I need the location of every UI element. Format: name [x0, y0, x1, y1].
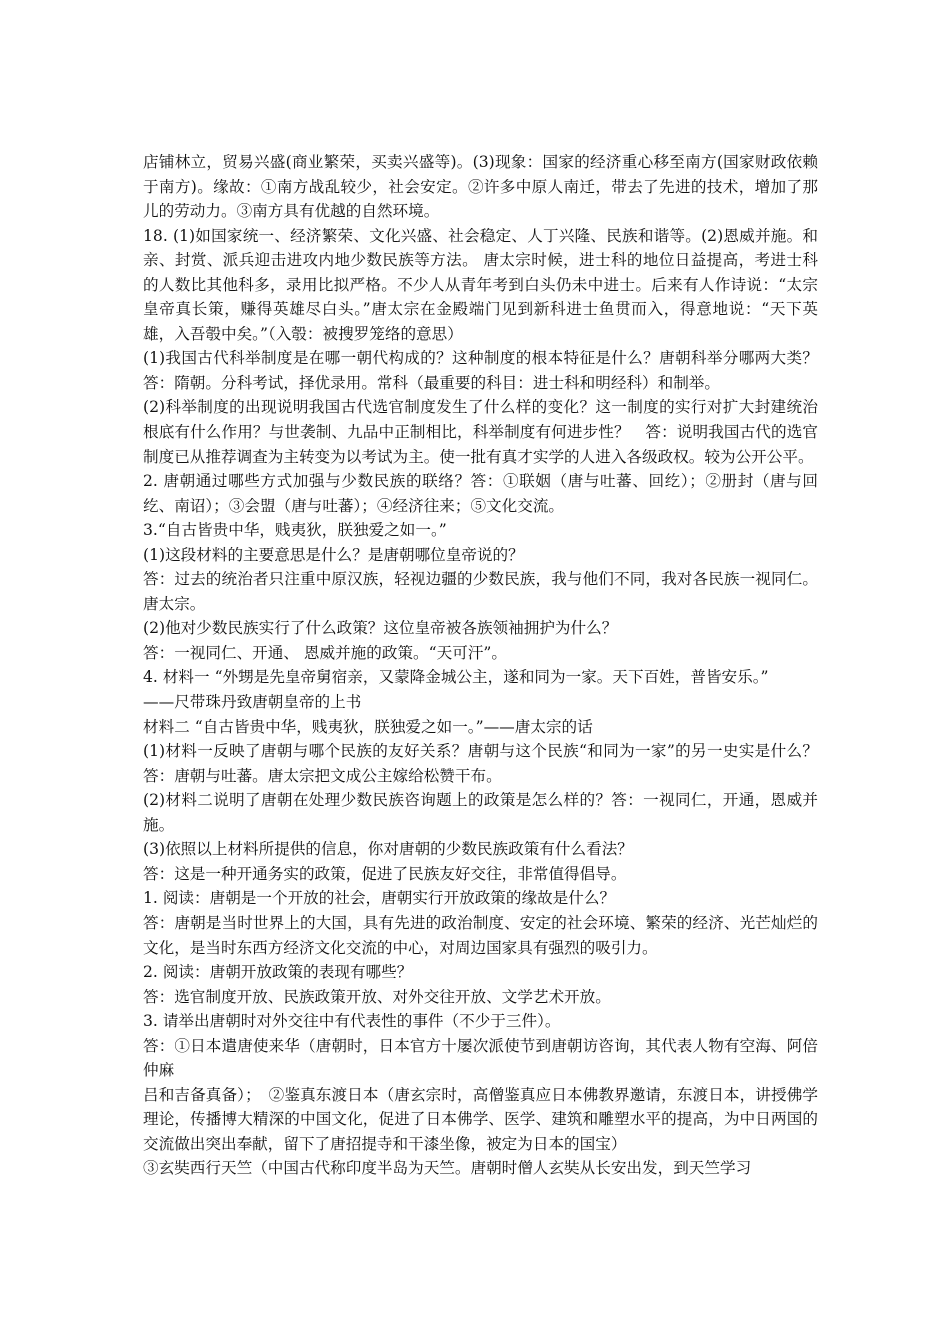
paragraph-24: 吕和吉备真备）； ②鉴真东渡日本（唐玄宗时，高僧鉴真应日本佛教界邀请，东渡日本，讲授佛学理论，传播博大精深的中国文化，促进了日本佛学、医学、建筑和雕塑水平的提高，为中日两国的交流做出突出奉献，留下了唐招提寺和干漆坐像，被定为日本的国宝） [143, 1085, 818, 1153]
paragraph-11: 4. 材料一 “外甥是先皇帝舅宿亲，又蒙降金城公主，遂和同为一家。天下百姓，普皆安乐。” [143, 668, 769, 687]
paragraph-3: (1)我国古代科举制度是在哪一朝代构成的？这种制度的根本特征是什么？唐朝科举分哪两大类？ 答：隋朝。分科考试，择优录用。常科（最重要的科目：进士科和明经科）和制举。 [143, 349, 834, 392]
paragraph-25: ③玄奘西行天竺（中国古代称印度半岛为天竺。唐朝时僧人玄奘从长安出发，到天竺学习 [143, 1159, 752, 1178]
paragraph-12: ——尺带珠丹致唐朝皇帝的上书 [143, 693, 362, 712]
paragraph-22: 3. 请举出唐朝时对外交往中有代表性的事件（不少于三件）。 [143, 1012, 561, 1031]
paragraph-14: (1)材料一反映了唐朝与哪个民族的友好关系？唐朝与这个民族“和同为一家”的另一史实是什么？ 答：唐朝与吐蕃。唐太宗把文成公主嫁给松赞干布。 [143, 742, 834, 785]
paragraph-8: 答：过去的统治者只注重中原汉族，轻视边疆的少数民族，我与他们不同，我对各民族一视同仁。唐太宗。 [143, 570, 818, 613]
paragraph-2: 18. (1)如国家统一、经济繁荣、文化兴盛、社会稳定、人丁兴隆、民族和谐等。(2)恩威并施。和亲、封赏、派兵迎击进攻内地少数民族等方法。 唐太宗时候，进士科的地位日益提高，考进士科的人数比其他科多，录用比拟严格。不少人从青年考到白头仍未中进士。后来有人作诗说：“太宗皇帝真长策，赚得英雄尽白头。”唐太宗在金殿端门见到新科进士鱼贯而入，得意地说：“天下英雄，入吾彀中矣。”（入彀：被搜罗笼络的意思） [143, 226, 818, 343]
paragraph-1: 店铺林立，贸易兴盛(商业繁荣，买卖兴盛等)。(3)现象：国家的经济重心移至南方(国家财政依赖于南方)。缘故：①南方战乱较少，社会安定。②许多中原人南迁，带去了先进的技术，增加了那儿的劳动力。③南方具有优越的自然环境。 [143, 153, 818, 221]
paragraph-13: 材料二 “自古皆贵中华，贱夷狄，朕独爱之如一。”——唐太宗的话 [143, 717, 593, 736]
paragraph-7: (1)这段材料的主要意思是什么？是唐朝哪位皇帝说的？ [143, 545, 524, 564]
paragraph-16: (3)依照以上材料所提供的信息，你对唐朝的少数民族政策有什么看法？ [143, 840, 633, 859]
paragraph-10: 答：一视同仁、开通、 恩威并施的政策。“天可汗”。 [143, 643, 507, 662]
paragraph-6: 3.“自古皆贵中华，贱夷狄，朕独爱之如一。” [143, 521, 447, 540]
paragraph-18: 1. 阅读：唐朝是一个开放的社会，唐朝实行开放政策的缘故是什么？ [143, 889, 616, 908]
paragraph-4: (2)科举制度的出现说明我国古代选官制度发生了什么样的变化？这一制度的实行对扩大封建统治根底有什么作用？与世袭制、九品中正制相比，科举制度有何进步性？ 答：说明我国古代的选官制度已从推荐调查为主转变为以考试为主。使一批有真才实学的人进入各级政权。较为公开公平。 [143, 398, 818, 466]
paragraph-15: (2)材料二说明了唐朝在处理少数民族咨询题上的政策是怎么样的？答：一视同仁，开通，恩威并施。 [143, 791, 818, 834]
paragraph-20: 2. 阅读：唐朝开放政策的表现有哪些？ [143, 963, 413, 982]
paragraph-9: (2)他对少数民族实行了什么政策？这位皇帝被各族领袖拥护为什么？ [143, 619, 618, 638]
paragraph-17: 答：这是一种开通务实的政策，促进了民族友好交往，非常值得倡导。 [143, 864, 627, 883]
document-body [143, 150, 834, 1181]
paragraph-21: 答：选官制度开放、民族政策开放、对外交往开放、文学艺术开放。 [143, 987, 611, 1006]
paragraph-19: 答：唐朝是当时世界上的大国，具有先进的政治制度、安定的社会环境、繁荣的经济、光芒灿烂的文化，是当时东西方经济文化交流的中心，对周边国家具有强烈的吸引力。 [143, 913, 818, 957]
paragraph-5: 2. 唐朝通过哪些方式加强与少数民族的联络？答：①联姻（唐与吐蕃、回纥）；②册封（唐与回纥、南诏）；③会盟（唐与吐蕃）；④经济往来；⑤文化交流。 [143, 472, 818, 515]
paragraph-23: 答：①日本遣唐使来华（唐朝时，日本官方十屡次派使节到唐朝访咨询，其代表人物有空海、阿倍仲麻 [143, 1036, 818, 1080]
